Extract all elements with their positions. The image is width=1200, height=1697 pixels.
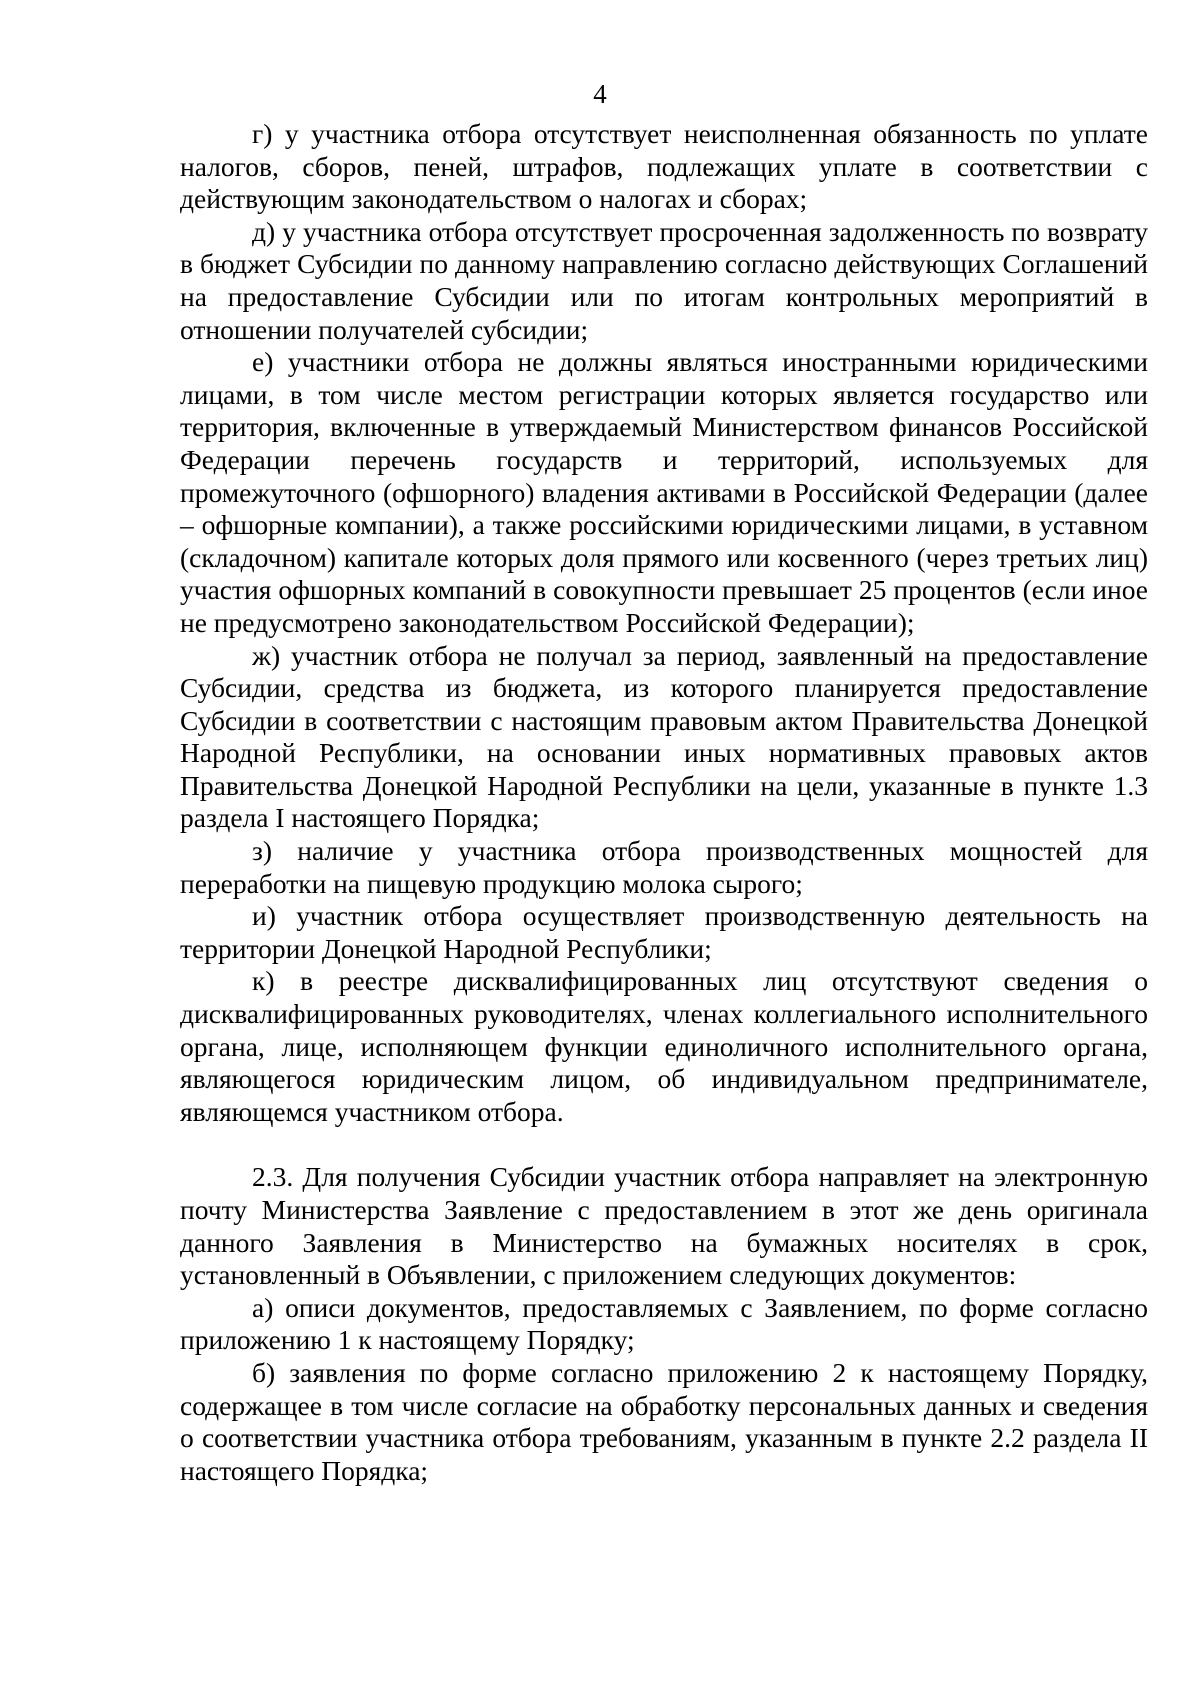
paragraph-zh: ж) участник отбора не получал за период, заявленный на предоставление Субсидии, средства из бюджета, из которого планируется предоставление Субсидии в соответствии с настоящим правовым актом Правительства Донецкой Народной Республики, на основании иных нормативных правовых актов Правительства Донецкой Народной Республики на цели, указанные в пункте 1.3 раздела I настоящего Порядка; [180,639,1148,834]
paragraph-e: е) участники отбора не должны являться иностранными юридическими лицами, в том числе местом регистрации которых является государство или территория, включенные в утверждаемый Министерством финансов Российской Федерации перечень государств и территорий, используемых для промежуточного (офшорного) владения активами в Российской Федерации (далее – офшорные компании), а также российскими юридическими лицами, в уставном (складочном) капитале которых доля прямого или косвенного (через третьих лиц) участия офшорных компаний в совокупности превышает 25 процентов (если иное не предусмотрено законодательством Российской Федерации); [180,346,1148,638]
paragraph-2-3: 2.3. Для получения Субсидии участник отбора направляет на электронную почту Министерства Заявление с предоставлением в этот же день оригинала данного Заявления в Министерство на бумажных носителях в срок, установленный в Объявлении, с приложением следующих документов: [180,1161,1148,1291]
paragraph-b: б) заявления по форме согласно приложению 2 к настоящему Порядку, содержащее в том числе согласие на обработку персональных данных и сведения о соответствии участника отбора требованиям, указанным в пункте 2.2 раздела II настоящего Порядка; [180,1356,1148,1486]
paragraph-i: и) участник отбора осуществляет производственную деятельность на территории Донецкой Народной Республики; [180,900,1148,964]
paragraph-a: а) описи документов, предоставляемых с Заявлением, по форме согласно приложению 1 к настоящему Порядку; [180,1291,1148,1356]
document-body [180,118,1148,1487]
paragraph-z: з) наличие у участника отбора производственных мощностей для переработки на пищевую продукцию молока сырого; [180,835,1148,899]
paragraph-d: д) у участника отбора отсутствует просроченная задолженность по возврату в бюджет Субсидии по данному направлению согласно действующих Соглашений на предоставление Субсидии или по итогам контрольных мероприятий в отношении получателей субсидии; [180,215,1148,345]
paragraph-g: г) у участника отбора отсутствует неисполненная обязанность по уплате налогов, сборов, пеней, штрафов, подлежащих уплате в соответствии с действующим законодательством о налогах и сборах; [180,118,1148,215]
section-spacer [180,1128,1148,1161]
paragraph-k: к) в реестре дисквалифицированных лиц отсутствуют сведения о дисквалифицированных руководителях, членах коллегиального исполнительного органа, лице, исполняющем функции единоличного исполнительного органа, являющегося юридическим лицом, об индивидуальном предпринимателе, являющемся участником отбора. [180,965,1148,1127]
page-number: 4 [593,79,607,109]
